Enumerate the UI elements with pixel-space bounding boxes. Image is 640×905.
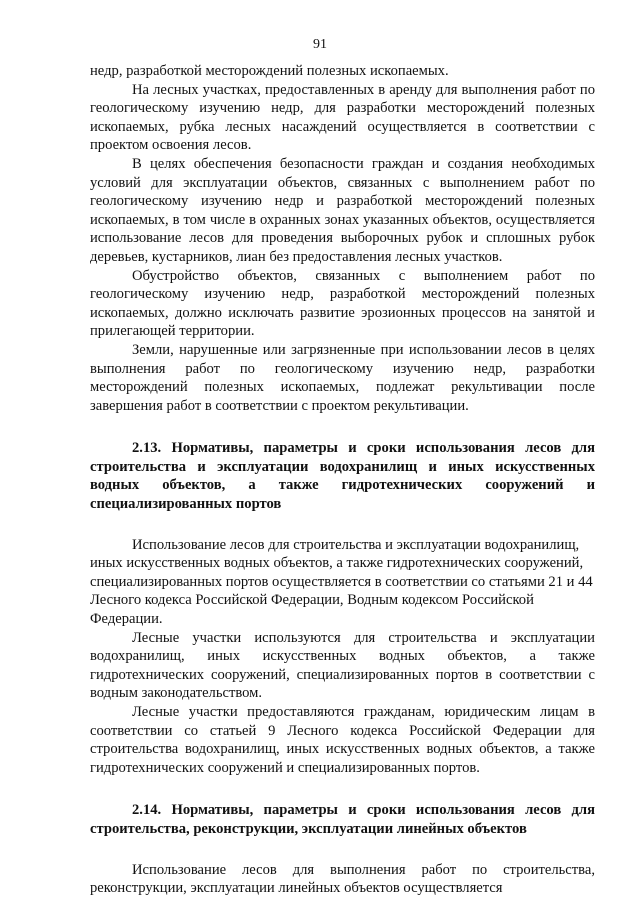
page-number: 91	[313, 37, 327, 52]
paragraph: Обустройство объектов, связанных с выполнением работ по геологическому изучению недр, разработкой месторождений полезных ископаемых, должно исключать развитие эрозионных процессов на занятой и прилегающей территории.	[90, 267, 595, 340]
paragraph: Лесные участки предоставляются гражданам, юридическим лицам в соответствии со статьей 9 Лесного кодекса Российской Федерации для строительства водохранилищ, иных искусственных водных объектов, а также гидротехнических сооружений и специализированных портов.	[90, 704, 595, 776]
paragraph: Использование лесов для строительства и эксплуатации водохранилищ, иных искусственных водных объектов, а также гидротехнических сооружений, специализированных портов осуществляется в соответствии со статьями 21 и 44 Лесного кодекса Российской Федерации, Водным кодексом Российской Федерации.	[90, 536, 593, 628]
section-heading-2-13: 2.13. Нормативы, параметры и сроки использования лесов для строительства и эксплуатации водохранилищ и иных искусственных водных объектов, а также гидротехнических сооружений и специализированных портов	[90, 440, 595, 513]
spacer	[90, 415, 595, 439]
paragraph: Лесные участки используются для строительства и эксплуатации водохранилищ, иных искусственных водных объектов, а также гидротехнических сооружений, специализированных портов в соответствии с водным законодательством.	[90, 629, 595, 702]
paragraph: В целях обеспечения безопасности граждан и создания необходимых условий для эксплуатации объектов, связанных с выполнением работ по геологическому изучению недр и разработкой месторождений полезных ископаемых, в том числе в охранных зонах указанных объектов, осуществляется использование лесов для проведения выборочных рубок и сплошных рубок деревьев, кустарников, лиан без предоставления лесных участков.	[90, 155, 595, 265]
spacer	[90, 777, 595, 801]
paragraph: Земли, нарушенные или загрязненные при использовании лесов в целях выполнения работ по геологическому изучению недр, разработки месторождений полезных ископаемых, подлежат рекультивации после завершения работ в соответствии с проектом рекультивации.	[90, 341, 595, 414]
page-content	[90, 62, 595, 898]
paragraph: недр, разработкой месторождений полезных ископаемых.	[90, 63, 449, 79]
paragraph: На лесных участках, предоставленных в аренду для выполнения работ по геологическому изучению недр, для разработки месторождений полезных ископаемых, рубка лесных насаждений осуществляется в соответствии с проектом освоения лесов.	[90, 81, 595, 154]
spacer	[90, 514, 595, 536]
section-heading-2-14: 2.14. Нормативы, параметры и сроки использования лесов для строительства, реконструкции, эксплуатации линейных объектов	[90, 802, 595, 837]
spacer	[90, 839, 595, 861]
paragraph: Использование лесов для выполнения работ по строительства, реконструкции, эксплуатации линейных объектов осуществляется	[90, 861, 595, 897]
